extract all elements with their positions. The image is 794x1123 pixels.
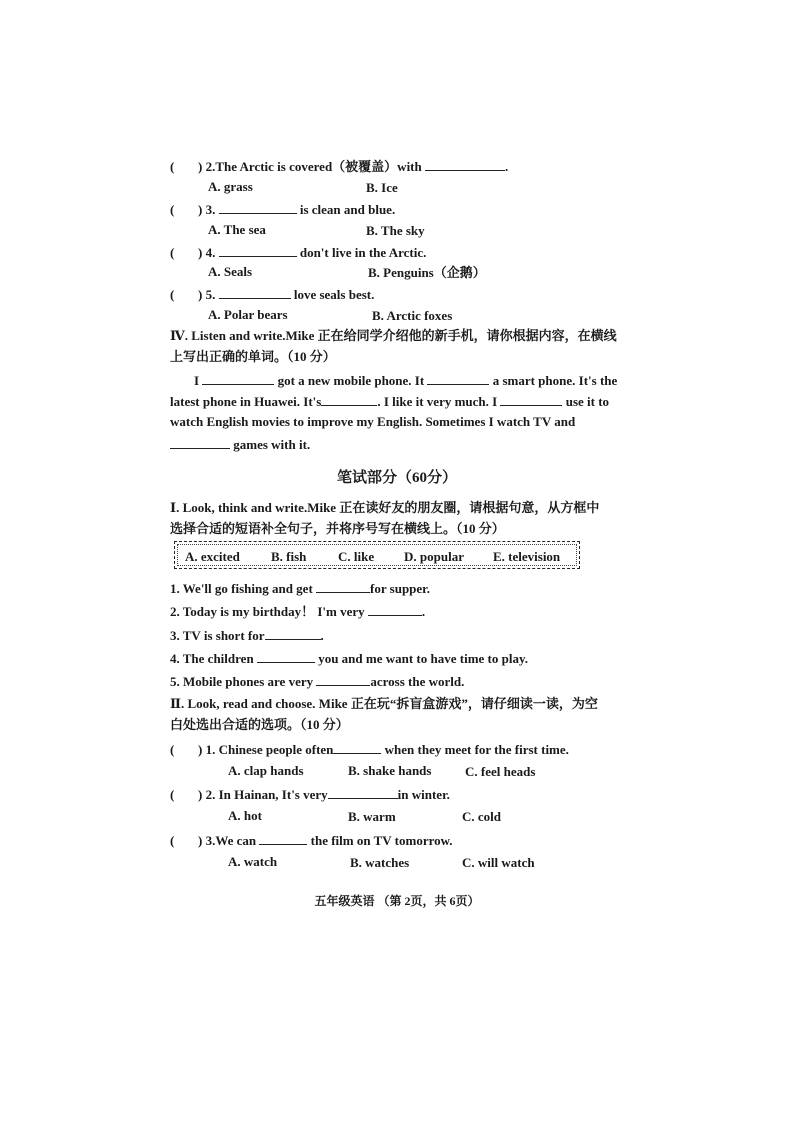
question-tail: love seals best.	[293, 287, 375, 302]
part-2-title: Ⅱ. Look, read and choose. Mike 正在玩“拆盲盒游戏”，请仔细读一读，为空	[170, 696, 598, 711]
answer-paren[interactable]: (	[170, 787, 175, 802]
sentence-1: 1. We'll go fishing and get for supper.	[170, 581, 431, 596]
option-a[interactable]: A. clap hands	[228, 763, 304, 778]
answer-blank[interactable]	[219, 201, 297, 214]
sentence-3: 3. TV is short for .	[170, 628, 324, 643]
option-b: B. Penguins（企鹅）	[368, 265, 486, 280]
answer-blank[interactable]	[219, 244, 297, 257]
option-b: B. Arctic foxes	[372, 308, 453, 323]
question-text: ) 3.	[198, 202, 216, 217]
question-3	[170, 201, 395, 218]
answer-paren[interactable]: (	[170, 245, 175, 260]
question-tail: .	[505, 159, 509, 174]
option-b: B. The sky	[366, 223, 425, 238]
answer-blank[interactable]	[257, 650, 315, 663]
answer-blank[interactable]	[427, 372, 489, 385]
answer-blank[interactable]	[316, 580, 370, 593]
option-b[interactable]: B. warm	[348, 809, 396, 824]
option-c[interactable]: C. feel heads	[465, 764, 536, 779]
option-a: A. grass	[208, 179, 253, 194]
option-a: A. Seals	[208, 264, 253, 279]
sentence-2: 2. Today is my birthday！ I'm very .	[170, 604, 426, 619]
option-b[interactable]: B. shake hands	[348, 763, 432, 778]
answer-blank[interactable]	[259, 832, 307, 845]
passage-line-4: games with it.	[170, 436, 310, 453]
question-text: ) 2.The Arctic is covered（被覆盖）with	[198, 159, 422, 174]
passage-line-2: latest phone in Huawei. It's . I like it very much. I use it to	[170, 394, 610, 409]
answer-blank[interactable]	[500, 393, 562, 406]
answer-blank[interactable]	[368, 603, 422, 616]
question-text: ) 5.	[198, 287, 216, 302]
question-text: ) 4.	[198, 245, 216, 260]
choice-question-2: ( ) 2. In Hainan, It's very in winter.	[170, 787, 450, 802]
answer-paren[interactable]: (	[170, 742, 175, 757]
option-a[interactable]: A. hot	[228, 808, 262, 823]
option-a[interactable]: A. watch	[228, 854, 278, 869]
section-4-title: Ⅳ. Listen and write.Mike 正在给同学介绍他的新手机，请你根据内容，在横线	[170, 328, 617, 343]
choice-question-3: ( ) 3.We can the film on TV tomorrow.	[170, 833, 453, 848]
section-4-title-cont: 上写出正确的单词。（10 分）	[170, 349, 336, 364]
word-option: A. excited	[185, 549, 240, 564]
answer-blank[interactable]	[170, 436, 230, 449]
word-option: E. television	[493, 549, 561, 564]
question-tail: is clean and blue.	[299, 202, 396, 217]
answer-paren[interactable]: (	[170, 287, 175, 302]
answer-paren[interactable]: (	[170, 159, 175, 174]
answer-blank[interactable]	[425, 158, 505, 171]
answer-blank[interactable]	[328, 786, 398, 799]
sentence-5: 5. Mobile phones are very across the world.	[170, 674, 465, 689]
question-5	[170, 286, 374, 303]
option-b: B. Ice	[366, 180, 398, 195]
word-option: B. fish	[271, 549, 307, 564]
answer-blank[interactable]	[316, 673, 370, 686]
sentence-4: 4. The children you and me want to have time to play.	[170, 651, 528, 666]
passage-line-3: watch English movies to improve my English. Sometimes I watch TV and	[170, 414, 576, 429]
written-part-title: 笔试部分（60分）	[336, 470, 457, 486]
part-1-title: Ⅰ. Look, think and write.Mike 正在读好友的朋友圈，请根据句意，从方框中	[170, 500, 600, 515]
option-a: A. The sea	[208, 222, 266, 237]
question-tail: don't live in the Arctic.	[299, 245, 427, 260]
answer-blank[interactable]	[333, 741, 381, 754]
part-2-title-cont: 白处选出合适的选项。（10 分）	[170, 717, 349, 732]
option-c[interactable]: C. cold	[462, 809, 501, 824]
option-c[interactable]: C. will watch	[462, 855, 535, 870]
word-option: C. like	[338, 549, 375, 564]
answer-blank[interactable]	[321, 393, 377, 406]
question-4	[170, 244, 426, 261]
question-2	[170, 158, 508, 175]
passage-line-1: I got a new mobile phone. It a smart phone. It's the	[194, 373, 618, 388]
word-option: D. popular	[404, 549, 464, 564]
answer-paren[interactable]: (	[170, 833, 175, 848]
answer-blank[interactable]	[219, 286, 291, 299]
answer-paren[interactable]: (	[170, 202, 175, 217]
answer-blank[interactable]	[202, 372, 274, 385]
option-a: A. Polar bears	[208, 307, 288, 322]
part-1-title-cont: 选择合适的短语补全句子，并将序号写在横线上。（10 分）	[170, 521, 505, 536]
word-box	[174, 541, 580, 569]
answer-blank[interactable]	[265, 627, 321, 640]
page-footer: 五年级英语 （第 2页，共 6页）	[314, 894, 480, 908]
choice-question-1: ( ) 1. Chinese people often when they meet for the first time.	[170, 742, 569, 757]
option-b[interactable]: B. watches	[350, 855, 410, 870]
